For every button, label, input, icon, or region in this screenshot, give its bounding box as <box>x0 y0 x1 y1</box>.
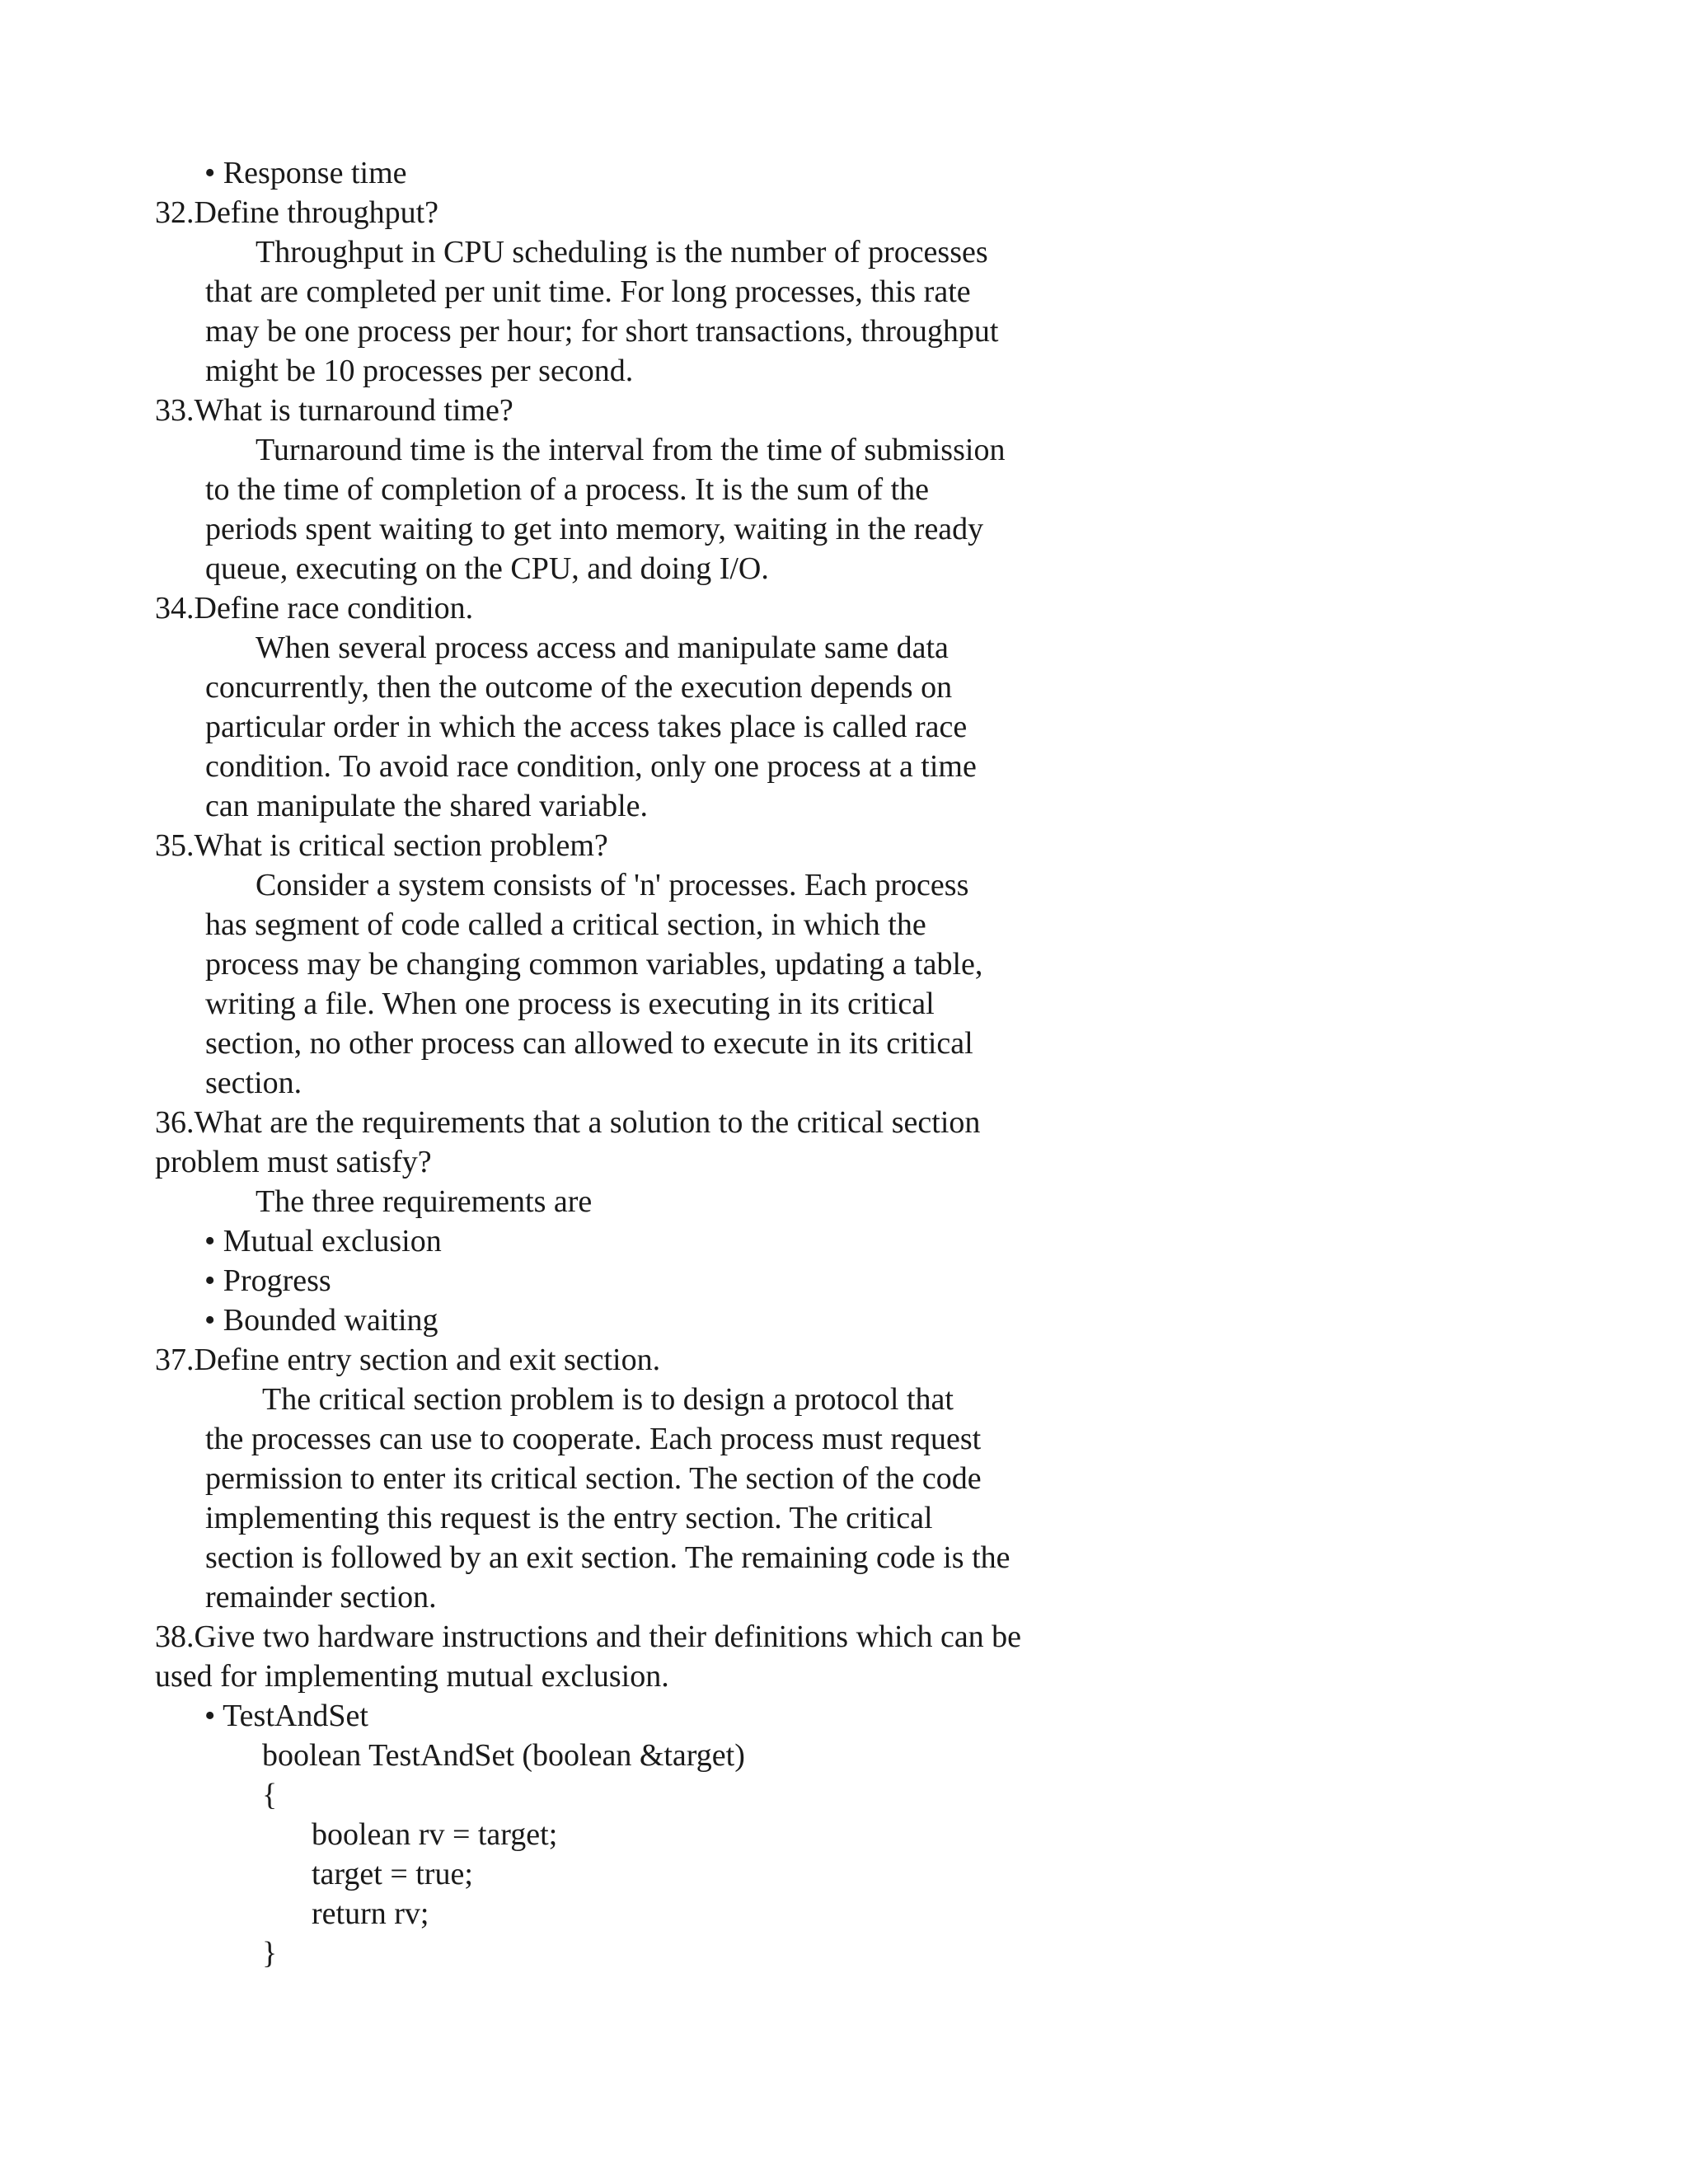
document-body <box>155 153 1103 1973</box>
answer-line: has segment of code called a critical section, in which the <box>205 907 926 942</box>
answer-line: permission to enter its critical section. The section of the code <box>205 1461 982 1496</box>
answer-line: the processes can use to cooperate. Each process must request <box>205 1422 982 1456</box>
question-heading: 35.What is critical section problem? <box>155 828 608 863</box>
answer-line: section, no other process can allowed to execute in its critical <box>205 1026 973 1061</box>
answer-line: to the time of completion of a process. It is the sum of the <box>205 472 930 507</box>
answer-line: remainder section. <box>205 1580 437 1615</box>
answer-line: particular order in which the access takes place is called race <box>205 710 968 744</box>
code-line: return rv; <box>312 1896 429 1931</box>
bullet-item: • Bounded waiting <box>204 1303 438 1338</box>
code-line: } <box>262 1936 278 1971</box>
answer-line: can manipulate the shared variable. <box>205 789 649 823</box>
answer-line: condition. To avoid race condition, only one process at a time <box>205 749 977 784</box>
answer-line: section is followed by an exit section. The remaining code is the <box>205 1540 1010 1575</box>
answer-line: queue, executing on the CPU, and doing I/O. <box>205 551 769 586</box>
code-line: boolean TestAndSet (boolean &target) <box>262 1738 745 1773</box>
code-line: { <box>262 1778 278 1812</box>
code-line: target = true; <box>312 1857 473 1891</box>
answer-line: Consider a system consists of 'n' processes. Each process <box>256 868 969 902</box>
code-line: boolean rv = target; <box>312 1817 558 1852</box>
answer-line: writing a file. When one process is executing in its critical <box>205 987 935 1021</box>
question-heading: used for implementing mutual exclusion. <box>155 1659 669 1694</box>
answer-line: process may be changing common variables, updating a table, <box>205 947 983 982</box>
question-heading: 36.What are the requirements that a solution to the critical section <box>155 1105 981 1140</box>
bullet-item: • TestAndSet <box>204 1699 368 1733</box>
answer-line: may be one process per hour; for short transactions, throughput <box>205 314 999 349</box>
bullet-item: • Mutual exclusion <box>204 1224 442 1258</box>
question-heading: 38.Give two hardware instructions and their definitions which can be <box>155 1619 1022 1654</box>
answer-line: concurrently, then the outcome of the execution depends on <box>205 670 953 705</box>
answer-line: When several process access and manipulate same data <box>256 630 949 665</box>
answer-line: Turnaround time is the interval from the time of submission <box>256 433 1006 467</box>
answer-line: might be 10 processes per second. <box>205 354 634 388</box>
bullet-item: • Progress <box>204 1263 331 1298</box>
question-heading: problem must satisfy? <box>155 1145 432 1179</box>
answer-line: The critical section problem is to design a protocol that <box>262 1382 954 1417</box>
answer-line: section. <box>205 1066 302 1100</box>
answer-line: that are completed per unit time. For long processes, this rate <box>205 274 971 309</box>
bullet-item: • Response time <box>204 156 407 190</box>
answer-line: implementing this request is the entry section. The critical <box>205 1501 933 1535</box>
question-heading: 32.Define throughput? <box>155 195 439 230</box>
answer-line: The three requirements are <box>256 1184 593 1219</box>
question-heading: 37.Define entry section and exit section. <box>155 1343 661 1377</box>
question-heading: 34.Define race condition. <box>155 591 474 626</box>
answer-line: Throughput in CPU scheduling is the number of processes <box>256 235 988 269</box>
question-heading: 33.What is turnaround time? <box>155 393 513 428</box>
answer-line: periods spent waiting to get into memory, waiting in the ready <box>205 512 984 546</box>
